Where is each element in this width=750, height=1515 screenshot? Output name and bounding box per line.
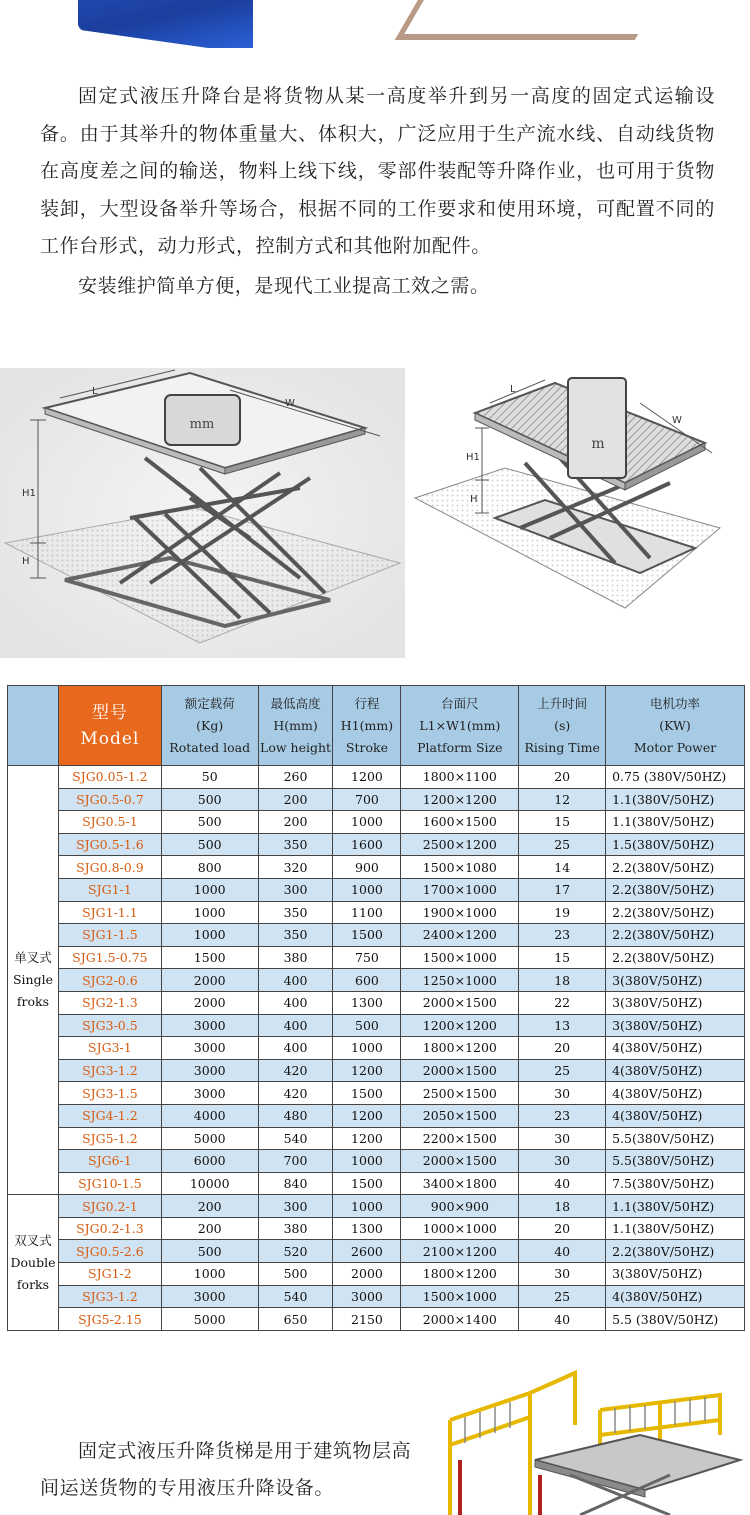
cell-load: 6000 — [161, 1150, 258, 1173]
cell-low-height: 420 — [258, 1059, 333, 1082]
cell-rising: 22 — [519, 991, 606, 1014]
cell-rising: 20 — [519, 1217, 606, 1240]
cell-stroke: 1100 — [333, 901, 401, 924]
cell-low-height: 840 — [258, 1172, 333, 1195]
table-row — [8, 1150, 745, 1173]
cell-model: SJG3-1.2 — [58, 1285, 161, 1308]
table-row — [8, 1308, 745, 1331]
header-stroke-en: Stroke — [345, 739, 388, 755]
cell-load: 500 — [161, 833, 258, 856]
cell-stroke: 500 — [333, 1014, 401, 1037]
cell-stroke: 900 — [333, 856, 401, 879]
cell-load: 3000 — [161, 1082, 258, 1105]
left-w-label: W — [285, 398, 295, 409]
cell-stroke: 1000 — [333, 1037, 401, 1060]
cell-platform: 2500×1200 — [401, 833, 519, 856]
table-row — [8, 924, 745, 947]
cell-stroke: 1000 — [333, 1150, 401, 1173]
right-w-label: W — [672, 415, 682, 426]
cell-platform: 1800×1200 — [401, 1037, 519, 1060]
cell-rising: 19 — [519, 901, 606, 924]
cell-load: 50 — [161, 766, 258, 789]
header-platform — [401, 686, 519, 766]
cell-power: 3(380V/50HZ) — [606, 991, 745, 1014]
cargo-lift-photo — [440, 1365, 745, 1515]
cell-power: 2.2(380V/50HZ) — [606, 946, 745, 969]
cell-stroke: 3000 — [333, 1285, 401, 1308]
cell-low-height: 380 — [258, 1217, 333, 1240]
cell-stroke: 1200 — [333, 1104, 401, 1127]
cell-platform: 2100×1200 — [401, 1240, 519, 1263]
cell-power: 3(380V/50HZ) — [606, 1014, 745, 1037]
cell-power: 7.5(380V/50HZ) — [606, 1172, 745, 1195]
header-load — [161, 686, 258, 766]
cell-rising: 30 — [519, 1082, 606, 1105]
cell-platform: 1800×1200 — [401, 1263, 519, 1286]
table-row — [8, 811, 745, 834]
header-rising-cn: 上升时间 — [537, 695, 588, 711]
cell-platform: 1500×1000 — [401, 946, 519, 969]
cell-model: SJG10-1.5 — [58, 1172, 161, 1195]
cell-stroke: 700 — [333, 788, 401, 811]
intro-text — [40, 78, 715, 305]
cell-stroke: 1300 — [333, 1217, 401, 1240]
cell-stroke: 1500 — [333, 1082, 401, 1105]
header-model — [58, 686, 161, 766]
right-l-label: L — [510, 384, 516, 395]
cell-platform: 2000×1500 — [401, 1150, 519, 1173]
single-fork-group-line-1: Single — [12, 972, 53, 988]
header-stroke-unit: H1(mm) — [340, 717, 394, 733]
cell-rising: 15 — [519, 946, 606, 969]
cell-model: SJG0.5-1.6 — [58, 833, 161, 856]
cell-rising: 20 — [519, 1037, 606, 1060]
left-h1-label: H1 — [22, 488, 36, 499]
cell-low-height: 400 — [258, 1037, 333, 1060]
spec-table — [7, 685, 745, 1331]
cell-rising: 15 — [519, 811, 606, 834]
header-motor-unit: (KW) — [659, 717, 691, 733]
header-motor-cn: 电机功率 — [650, 695, 701, 711]
cell-load: 1000 — [161, 1263, 258, 1286]
cell-platform: 3400×1800 — [401, 1172, 519, 1195]
cell-load: 1000 — [161, 878, 258, 901]
cell-rising: 23 — [519, 1104, 606, 1127]
table-row — [8, 878, 745, 901]
cell-model: SJG3-1.2 — [58, 1059, 161, 1082]
cell-platform: 1200×1200 — [401, 1014, 519, 1037]
table-row — [8, 1104, 745, 1127]
cell-rising: 25 — [519, 833, 606, 856]
table-row — [8, 991, 745, 1014]
cell-power: 2.2(380V/50HZ) — [606, 924, 745, 947]
cell-model: SJG0.2-1.3 — [58, 1217, 161, 1240]
cell-platform: 900×900 — [401, 1195, 519, 1218]
cell-model: SJG1-1 — [58, 878, 161, 901]
cell-rising: 30 — [519, 1263, 606, 1286]
cell-load: 1000 — [161, 924, 258, 947]
cell-load: 3000 — [161, 1285, 258, 1308]
lift-diagrams — [0, 368, 750, 658]
cell-load: 2000 — [161, 969, 258, 992]
cell-low-height: 700 — [258, 1150, 333, 1173]
cell-low-height: 400 — [258, 1014, 333, 1037]
table-row — [8, 1172, 745, 1195]
cell-low-height: 500 — [258, 1263, 333, 1286]
outro-text — [40, 1433, 420, 1507]
cell-low-height: 400 — [258, 991, 333, 1014]
left-l-label: L — [92, 386, 98, 397]
cell-rising: 20 — [519, 766, 606, 789]
header-platform-cn: 台面尺 — [441, 695, 479, 711]
cell-power: 5.5(380V/50HZ) — [606, 1150, 745, 1173]
cell-load: 800 — [161, 856, 258, 879]
table-row — [8, 1014, 745, 1037]
cell-platform: 1500×1080 — [401, 856, 519, 879]
cell-low-height: 420 — [258, 1082, 333, 1105]
right-h-label: H — [470, 494, 478, 505]
cell-low-height: 300 — [258, 878, 333, 901]
cell-load: 200 — [161, 1217, 258, 1240]
cell-platform: 2200×1500 — [401, 1127, 519, 1150]
steel-lift-photo — [395, 0, 675, 40]
cell-rising: 25 — [519, 1285, 606, 1308]
cell-power: 4(380V/50HZ) — [606, 1082, 745, 1105]
cell-load: 10000 — [161, 1172, 258, 1195]
cell-model: SJG0.05-1.2 — [58, 766, 161, 789]
cell-rising: 14 — [519, 856, 606, 879]
table-row — [8, 1217, 745, 1240]
cell-low-height: 540 — [258, 1127, 333, 1150]
single-fork-group-label — [8, 766, 59, 1195]
cell-power: 3(380V/50HZ) — [606, 969, 745, 992]
intro-paragraph-2: 安装维护简单方便，是现代工业提高工效之需。 — [78, 274, 490, 297]
cell-load: 1000 — [161, 901, 258, 924]
header-stroke — [333, 686, 401, 766]
table-row — [8, 788, 745, 811]
header-rising-unit: (s) — [554, 717, 571, 733]
header-stroke-cn: 行程 — [354, 695, 380, 711]
cell-load: 500 — [161, 1240, 258, 1263]
single-fork-diagram — [0, 368, 405, 658]
cell-power: 4(380V/50HZ) — [606, 1285, 745, 1308]
blue-lift-photo — [78, 0, 253, 48]
cell-rising: 12 — [519, 788, 606, 811]
cell-low-height: 300 — [258, 1195, 333, 1218]
cell-stroke: 1200 — [333, 1059, 401, 1082]
cell-model: SJG1.5-0.75 — [58, 946, 161, 969]
cell-model: SJG0.2-1 — [58, 1195, 161, 1218]
cell-stroke: 1000 — [333, 878, 401, 901]
cell-power: 4(380V/50HZ) — [606, 1059, 745, 1082]
header-motor-en: Motor Power — [633, 739, 717, 755]
cell-power: 5.5 (380V/50HZ) — [606, 1308, 745, 1331]
table-body — [8, 766, 745, 1331]
header-model-cn: 型号 — [91, 702, 128, 723]
cell-model: SJG0.5-2.6 — [58, 1240, 161, 1263]
cell-power: 4(380V/50HZ) — [606, 1104, 745, 1127]
header-rising — [519, 686, 606, 766]
table-row — [8, 833, 745, 856]
cell-load: 1500 — [161, 946, 258, 969]
table-row — [8, 856, 745, 879]
cell-load: 500 — [161, 788, 258, 811]
cell-rising: 40 — [519, 1308, 606, 1331]
intro-paragraph-1: 固定式液压升降台是将货物从某一高度举升到另一高度的固定式运输设备。由于其举升的物体重量大、体积大，广泛应用于生产流水线、自动线货物在高度差之间的输送，物料上线下线，零部件装配等升降作业，也可用于货物装卸，大型设备举升等场合，根据不同的工作要求和使用环境，可配置不同的工作台形式，动力形式，控制方式和其他附加配件。 — [40, 85, 715, 257]
cell-stroke: 2150 — [333, 1308, 401, 1331]
cell-load: 5000 — [161, 1308, 258, 1331]
cell-platform: 2050×1500 — [401, 1104, 519, 1127]
header-rising-en: Rising Time — [524, 739, 600, 755]
cell-platform: 2000×1400 — [401, 1308, 519, 1331]
cell-stroke: 1200 — [333, 766, 401, 789]
double-fork-group-label — [8, 1195, 59, 1331]
cell-model: SJG3-1.5 — [58, 1082, 161, 1105]
header-low-height — [258, 686, 333, 766]
cell-low-height: 200 — [258, 788, 333, 811]
cell-rising: 13 — [519, 1014, 606, 1037]
cell-model: SJG0.5-1 — [58, 811, 161, 834]
table-row — [8, 1037, 745, 1060]
table-header-row — [8, 686, 745, 766]
cell-power: 3(380V/50HZ) — [606, 1263, 745, 1286]
header-low-height-cn: 最低高度 — [270, 695, 321, 711]
cell-model: SJG3-0.5 — [58, 1014, 161, 1037]
cell-low-height: 520 — [258, 1240, 333, 1263]
table-row — [8, 1127, 745, 1150]
cell-model: SJG1-1.1 — [58, 901, 161, 924]
cell-stroke: 1000 — [333, 1195, 401, 1218]
table-row — [8, 1240, 745, 1263]
cell-power: 0.75 (380V/50HZ) — [606, 766, 745, 789]
right-h1-label: H1 — [466, 452, 480, 463]
header-blank — [8, 686, 59, 766]
cell-load: 2000 — [161, 991, 258, 1014]
cell-power: 1.1(380V/50HZ) — [606, 1217, 745, 1240]
left-h-label: H — [22, 556, 30, 567]
top-product-photos — [0, 0, 750, 48]
header-low-height-unit: H(mm) — [273, 717, 318, 733]
cell-model: SJG5-2.15 — [58, 1308, 161, 1331]
cell-rising: 18 — [519, 1195, 606, 1218]
cell-platform: 1500×1000 — [401, 1285, 519, 1308]
cell-rising: 30 — [519, 1150, 606, 1173]
cell-model: SJG1-1.5 — [58, 924, 161, 947]
cell-stroke: 750 — [333, 946, 401, 969]
cell-low-height: 480 — [258, 1104, 333, 1127]
cell-platform: 1700×1000 — [401, 878, 519, 901]
cell-power: 2.2(380V/50HZ) — [606, 1240, 745, 1263]
cell-power: 1.5(380V/50HZ) — [606, 833, 745, 856]
cell-platform: 1800×1100 — [401, 766, 519, 789]
cell-load: 3000 — [161, 1014, 258, 1037]
cell-power: 5.5(380V/50HZ) — [606, 1127, 745, 1150]
header-low-height-en: Low height — [260, 739, 332, 755]
cell-stroke: 1500 — [333, 924, 401, 947]
cell-model: SJG2-0.6 — [58, 969, 161, 992]
header-motor — [606, 686, 745, 766]
header-platform-unit: L1×W1(mm) — [419, 717, 501, 733]
cell-stroke: 1500 — [333, 1172, 401, 1195]
header-platform-en: Platform Size — [417, 739, 503, 755]
header-load-en: Rotated load — [169, 739, 251, 755]
table-row — [8, 1195, 745, 1218]
cell-model: SJG4-1.2 — [58, 1104, 161, 1127]
double-fork-group-line-1: Double — [10, 1254, 56, 1270]
cell-stroke: 2000 — [333, 1263, 401, 1286]
cell-low-height: 350 — [258, 901, 333, 924]
cell-rising: 17 — [519, 878, 606, 901]
cell-power: 2.2(380V/50HZ) — [606, 878, 745, 901]
cell-platform: 1000×1000 — [401, 1217, 519, 1240]
cell-low-height: 350 — [258, 924, 333, 947]
left-box-label: mm — [189, 417, 215, 432]
table-row — [8, 766, 745, 789]
cell-stroke: 600 — [333, 969, 401, 992]
cell-platform: 1200×1200 — [401, 788, 519, 811]
table-row — [8, 901, 745, 924]
cell-load: 3000 — [161, 1059, 258, 1082]
cell-stroke: 1300 — [333, 991, 401, 1014]
cell-stroke: 1000 — [333, 811, 401, 834]
cell-platform: 1900×1000 — [401, 901, 519, 924]
table-row — [8, 1059, 745, 1082]
outro-paragraph: 固定式液压升降货梯是用于建筑物层高间运送货物的专用液压升降设备。 — [40, 1440, 412, 1499]
single-fork-group-line-0: 单叉式 — [14, 950, 52, 966]
cell-power: 2.2(380V/50HZ) — [606, 901, 745, 924]
table-row — [8, 946, 745, 969]
table-row — [8, 1082, 745, 1105]
cell-low-height: 400 — [258, 969, 333, 992]
cell-rising: 25 — [519, 1059, 606, 1082]
header-load-unit: (Kg) — [196, 717, 224, 733]
cell-platform: 2500×1500 — [401, 1082, 519, 1105]
cell-platform: 1600×1500 — [401, 811, 519, 834]
cell-stroke: 1200 — [333, 1127, 401, 1150]
cell-low-height: 200 — [258, 811, 333, 834]
cell-platform: 2000×1500 — [401, 991, 519, 1014]
cell-model: SJG6-1 — [58, 1150, 161, 1173]
cell-load: 3000 — [161, 1037, 258, 1060]
cell-model: SJG1-2 — [58, 1263, 161, 1286]
single-fork-group-line-2: froks — [16, 994, 50, 1010]
cell-power: 2.2(380V/50HZ) — [606, 856, 745, 879]
cell-platform: 2000×1500 — [401, 1059, 519, 1082]
cell-power: 1.1(380V/50HZ) — [606, 788, 745, 811]
cell-low-height: 350 — [258, 833, 333, 856]
cell-platform: 1250×1000 — [401, 969, 519, 992]
cell-stroke: 2600 — [333, 1240, 401, 1263]
cell-rising: 40 — [519, 1172, 606, 1195]
cell-low-height: 650 — [258, 1308, 333, 1331]
double-fork-diagram — [415, 378, 720, 608]
right-box-label: m — [591, 436, 605, 452]
cell-load: 500 — [161, 811, 258, 834]
header-load-cn: 额定载荷 — [184, 695, 235, 711]
cell-load: 5000 — [161, 1127, 258, 1150]
cell-power: 1.1(380V/50HZ) — [606, 811, 745, 834]
cell-low-height: 380 — [258, 946, 333, 969]
cell-low-height: 540 — [258, 1285, 333, 1308]
cell-load: 200 — [161, 1195, 258, 1218]
cell-low-height: 320 — [258, 856, 333, 879]
cell-model: SJG5-1.2 — [58, 1127, 161, 1150]
cell-rising: 23 — [519, 924, 606, 947]
table-row — [8, 1263, 745, 1286]
cell-power: 4(380V/50HZ) — [606, 1037, 745, 1060]
cell-platform: 2400×1200 — [401, 924, 519, 947]
cell-rising: 18 — [519, 969, 606, 992]
cell-stroke: 1600 — [333, 833, 401, 856]
cell-low-height: 260 — [258, 766, 333, 789]
cell-model: SJG2-1.3 — [58, 991, 161, 1014]
double-fork-group-line-0: 双叉式 — [14, 1232, 52, 1248]
cell-model: SJG3-1 — [58, 1037, 161, 1060]
cell-model: SJG0.8-0.9 — [58, 856, 161, 879]
cell-rising: 40 — [519, 1240, 606, 1263]
header-model-en: Model — [80, 728, 140, 749]
table-row — [8, 1285, 745, 1308]
cell-power: 1.1(380V/50HZ) — [606, 1195, 745, 1218]
cell-model: SJG0.5-0.7 — [58, 788, 161, 811]
cell-load: 4000 — [161, 1104, 258, 1127]
double-fork-group-line-2: forks — [16, 1276, 50, 1292]
cell-rising: 30 — [519, 1127, 606, 1150]
table-row — [8, 969, 745, 992]
